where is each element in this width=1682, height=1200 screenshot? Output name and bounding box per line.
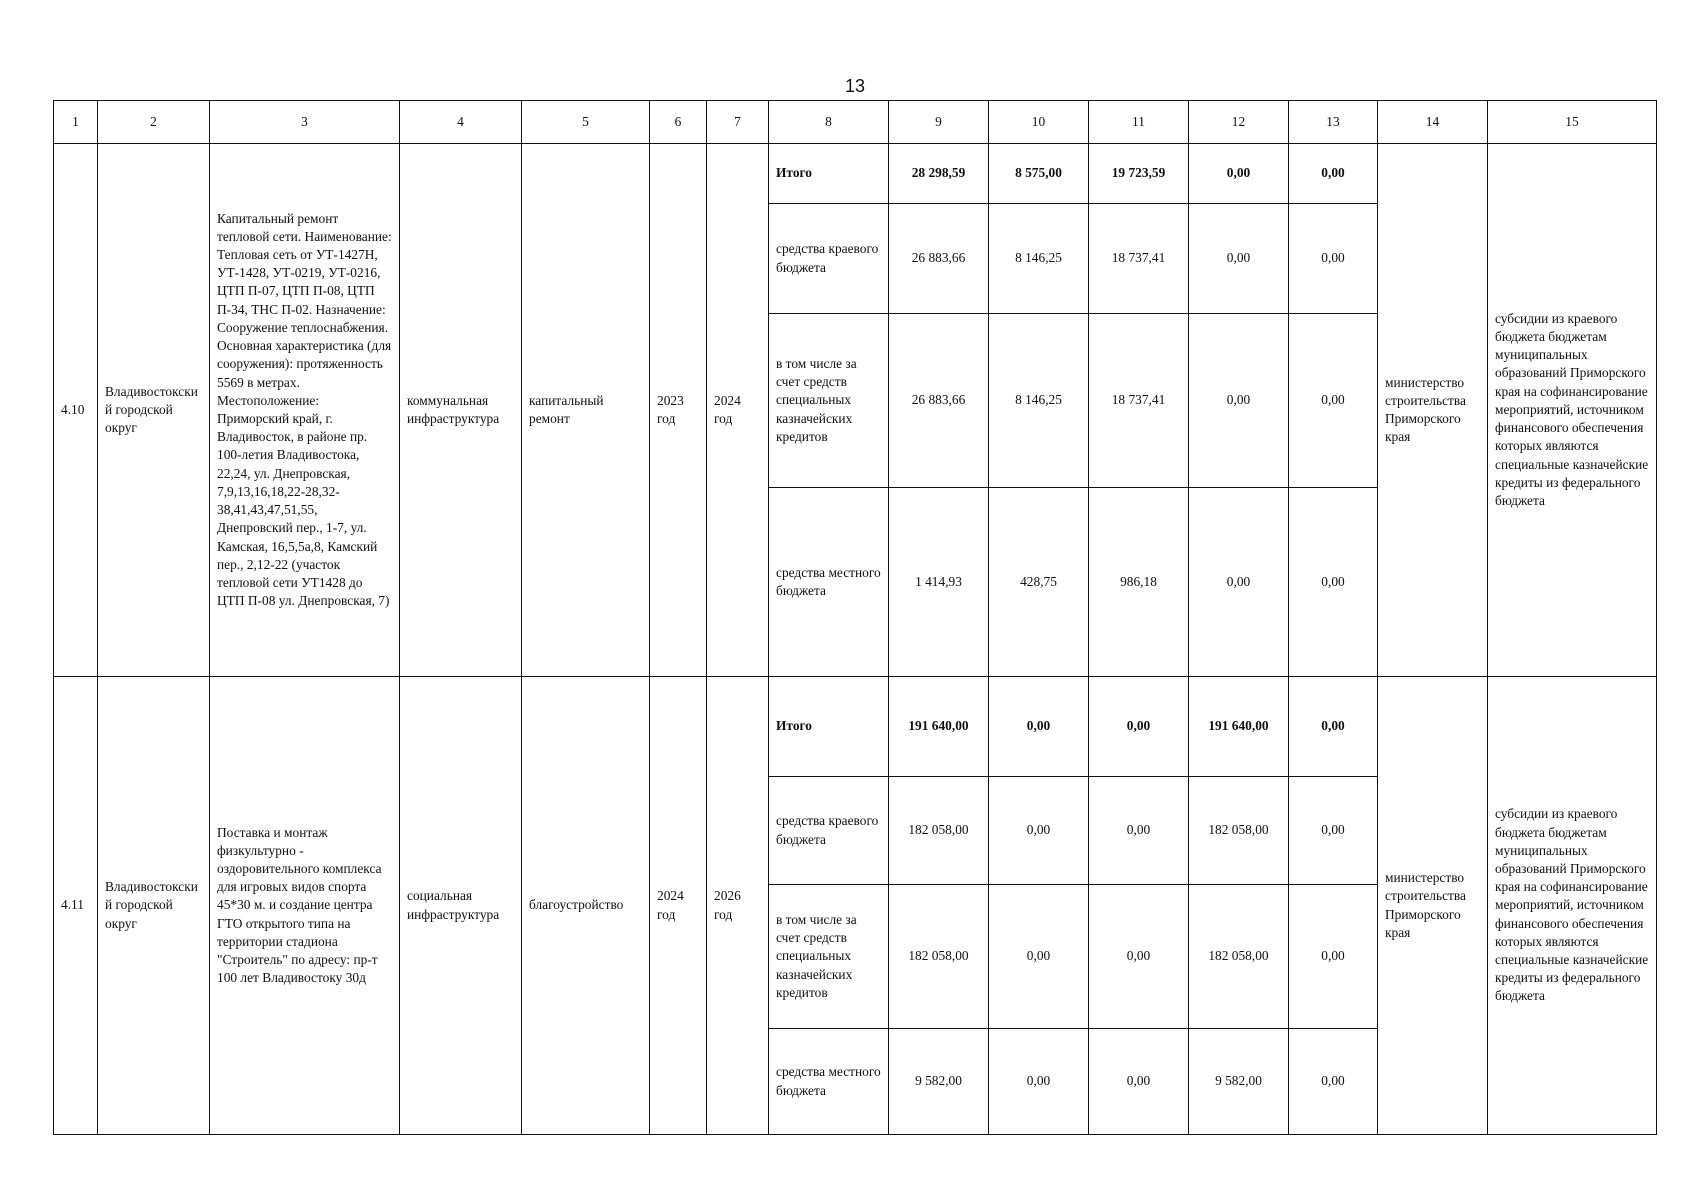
amount-cell: 0,00 xyxy=(1289,777,1378,885)
amount-cell: 26 883,66 xyxy=(889,204,989,314)
amount-cell: 8 575,00 xyxy=(989,144,1089,204)
item-number: 4.10 xyxy=(54,144,98,677)
amount-cell: 428,75 xyxy=(989,488,1089,677)
amount-cell: 182 058,00 xyxy=(1189,777,1289,885)
amount-cell: 0,00 xyxy=(1289,314,1378,488)
column-header: 4 xyxy=(400,101,522,144)
column-header: 5 xyxy=(522,101,650,144)
table-row xyxy=(54,677,1657,777)
funding-source-cell: в том числе за счет средств специальных казначейских кредитов xyxy=(769,314,889,488)
amount-cell: 0,00 xyxy=(1289,488,1378,677)
column-header: 1 xyxy=(54,101,98,144)
executor-cell: министерство строительства Приморского края xyxy=(1378,677,1488,1135)
amount-cell: 0,00 xyxy=(989,777,1089,885)
column-header: 9 xyxy=(889,101,989,144)
amount-cell: 9 582,00 xyxy=(1189,1029,1289,1135)
note-cell: субсидии из краевого бюджета бюджетам муниципальных образований Приморского края на софинансирование мероприятий, источником финансового обеспечения которых являются специальные казначейские кредиты из федерального бюджета xyxy=(1488,144,1657,677)
column-header: 2 xyxy=(98,101,210,144)
amount-cell: 0,00 xyxy=(1089,1029,1189,1135)
funding-source-cell: средства краевого бюджета xyxy=(769,777,889,885)
sphere-cell: социальная инфраструктура xyxy=(400,677,522,1135)
description-cell: Капитальный ремонт тепловой сети. Наименование: Тепловая сеть от УТ-1427Н, УТ-1428, УТ-0219, УТ-0216, ЦТП П-07, ЦТП П-08, ЦТП П-34, ТНС П-02. Назначение: Сооружение теплоснабжения. Основная характеристика (для сооружения): протяженность 5569 в метрах. Местоположение: Приморский край, г. Владивосток, в районе пр. 100-летия Владивостока, 22,24, ул. Днепровская, 7,9,13,16,18,22-28,32-38,41,43,47,51,55, Днепровский пер., 1-7, ул. Камская, 16,5,5а,8, Камский пер., 2,12-22 (участок тепловой сети УТ1428 до ЦТП П-08 ул. Днепровская, 7) xyxy=(210,144,400,677)
amount-cell: 182 058,00 xyxy=(1189,885,1289,1029)
funding-source-cell: средства краевого бюджета xyxy=(769,204,889,314)
column-header: 14 xyxy=(1378,101,1488,144)
amount-cell: 0,00 xyxy=(1189,204,1289,314)
amount-cell: 0,00 xyxy=(989,1029,1089,1135)
note-cell: субсидии из краевого бюджета бюджетам муниципальных образований Приморского края на софинансирование мероприятий, источником финансового обеспечения которых являются специальные казначейские кредиты из федерального бюджета xyxy=(1488,677,1657,1135)
amount-cell: 182 058,00 xyxy=(889,777,989,885)
amount-cell: 18 737,41 xyxy=(1089,314,1189,488)
amount-cell: 9 582,00 xyxy=(889,1029,989,1135)
page-number: 13 xyxy=(844,76,866,96)
work-type-cell: благоустройство xyxy=(522,677,650,1135)
amount-cell: 18 737,41 xyxy=(1089,204,1189,314)
amount-cell: 0,00 xyxy=(989,885,1089,1029)
end-year-cell: 2026 год xyxy=(707,677,769,1135)
column-header: 3 xyxy=(210,101,400,144)
table-row xyxy=(54,144,1657,204)
column-header: 15 xyxy=(1488,101,1657,144)
funding-source-cell: средства местного бюджета xyxy=(769,1029,889,1135)
column-header: 7 xyxy=(707,101,769,144)
amount-cell: 0,00 xyxy=(1289,144,1378,204)
item-number: 4.11 xyxy=(54,677,98,1135)
column-header: 13 xyxy=(1289,101,1378,144)
amount-cell: 0,00 xyxy=(1089,677,1189,777)
amount-cell: 191 640,00 xyxy=(889,677,989,777)
column-header: 11 xyxy=(1089,101,1189,144)
sphere-cell: коммунальная инфраструктура xyxy=(400,144,522,677)
end-year-cell: 2024 год xyxy=(707,144,769,677)
amount-cell: 0,00 xyxy=(1189,314,1289,488)
description-cell: Поставка и монтаж физкультурно - оздоровительного комплекса для игровых видов спорта 45*30 м. и создание центра ГТО открытого типа на территории стадиона "Строитель" по адресу: пр-т 100 лет Владивостоку 30д xyxy=(210,677,400,1135)
executor-cell: министерство строительства Приморского края xyxy=(1378,144,1488,677)
amount-cell: 0,00 xyxy=(989,677,1089,777)
amount-cell: 0,00 xyxy=(1289,204,1378,314)
amount-cell: 191 640,00 xyxy=(1189,677,1289,777)
start-year-cell: 2023 год xyxy=(650,144,707,677)
funding-source-cell: в том числе за счет средств специальных казначейских кредитов xyxy=(769,885,889,1029)
funding-source-cell: средства местного бюджета xyxy=(769,488,889,677)
amount-cell: 986,18 xyxy=(1089,488,1189,677)
amount-cell: 0,00 xyxy=(1289,1029,1378,1135)
amount-cell: 8 146,25 xyxy=(989,314,1089,488)
amount-cell: 26 883,66 xyxy=(889,314,989,488)
work-type-cell: капитальный ремонт xyxy=(522,144,650,677)
amount-cell: 182 058,00 xyxy=(889,885,989,1029)
amount-cell: 0,00 xyxy=(1289,677,1378,777)
amount-cell: 0,00 xyxy=(1189,488,1289,677)
amount-cell: 19 723,59 xyxy=(1089,144,1189,204)
column-header: 8 xyxy=(769,101,889,144)
amount-cell: 0,00 xyxy=(1289,885,1378,1029)
column-header: 10 xyxy=(989,101,1089,144)
amount-cell: 0,00 xyxy=(1189,144,1289,204)
column-header: 6 xyxy=(650,101,707,144)
column-numbers-row xyxy=(54,101,1657,144)
amount-cell: 8 146,25 xyxy=(989,204,1089,314)
amount-cell: 1 414,93 xyxy=(889,488,989,677)
start-year-cell: 2024 год xyxy=(650,677,707,1135)
municipality-cell: Владивостокский городской округ xyxy=(98,677,210,1135)
funding-source-cell: Итого xyxy=(769,144,889,204)
amount-cell: 0,00 xyxy=(1089,777,1189,885)
funding-source-cell: Итого xyxy=(769,677,889,777)
amount-cell: 28 298,59 xyxy=(889,144,989,204)
column-header: 12 xyxy=(1189,101,1289,144)
program-table xyxy=(53,100,1657,1135)
amount-cell: 0,00 xyxy=(1089,885,1189,1029)
municipality-cell: Владивостокский городской округ xyxy=(98,144,210,677)
